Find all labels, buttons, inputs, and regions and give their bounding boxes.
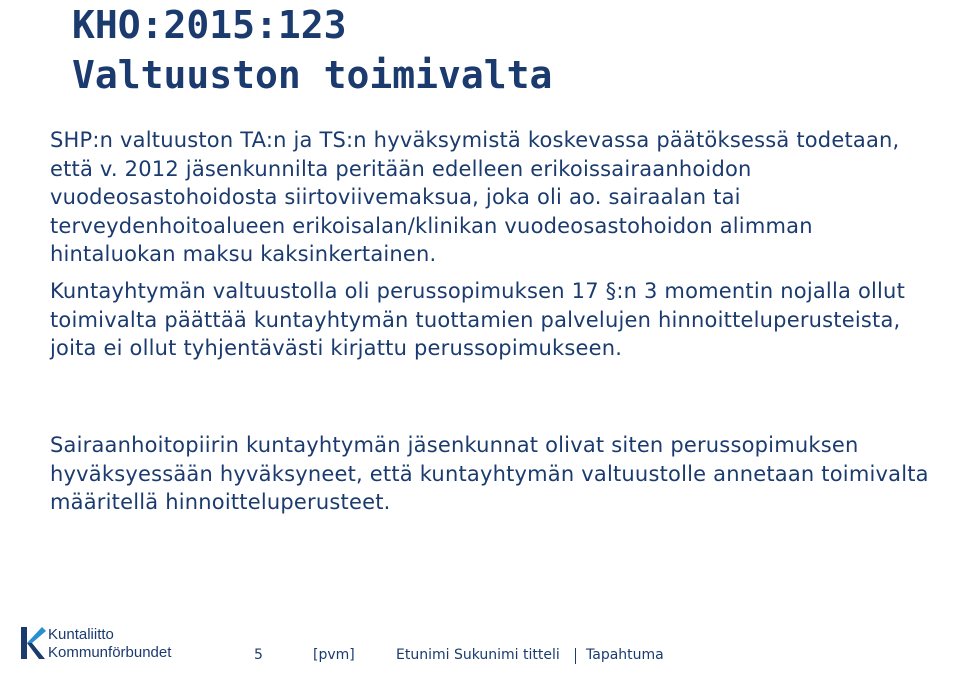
- kuntaliitto-logo: [18, 623, 188, 667]
- footer-divider: [575, 648, 576, 664]
- event-name: Tapahtuma: [586, 647, 664, 663]
- title-line-2: Valtuuston toimivalta: [72, 53, 553, 97]
- kuntaliitto-logo-icon: [18, 623, 48, 663]
- logo-wordmark: [48, 626, 171, 662]
- logo-text-kommunforbundet: Kommunförbundet: [48, 644, 172, 661]
- paragraph-2: Kuntayhtymän valtuustolla oli perussopimuksen 17 §:n 3 momentin nojalla ollut toimivalta päättää kuntayhtymän tuottamien palvelujen hinnoitteluperusteista, joita ei ollut tyhjentävästi kirjattu perussopimukseen.: [50, 279, 905, 360]
- logo-text-kuntaliitto: Kuntaliitto: [48, 626, 114, 643]
- page-number: 5: [254, 647, 263, 663]
- slide-footer: [0, 620, 959, 684]
- title-line-1: KHO:2015:123: [72, 3, 347, 47]
- author-name: Etunimi Sukunimi titteli: [396, 647, 560, 663]
- paragraph-3: Sairaanhoitopiirin kuntayhtymän jäsenkunnat olivat siten perussopimuksen hyväksyessään hyväksyneet, että kuntayhtymän valtuustolle annetaan toimivalta määritellä hinnoitteluperusteet.: [50, 433, 929, 514]
- date-placeholder: [pvm]: [313, 647, 355, 663]
- slide-title: [72, 0, 552, 100]
- paragraph-1: SHP:n valtuuston TA:n ja TS:n hyväksymistä koskevassa päätöksessä todetaan, että v. 2012 jäsenkunnilta peritään edelleen erikoissairaanhoidon vuodeosastohoidosta siirtoviivemaksua, joka oli ao. sairaalan tai terveydenhoitoalueen erikoisalan/klinikan vuodeosastohoidon alimman hintaluokan maksu kaksinkertainen.: [50, 128, 900, 266]
